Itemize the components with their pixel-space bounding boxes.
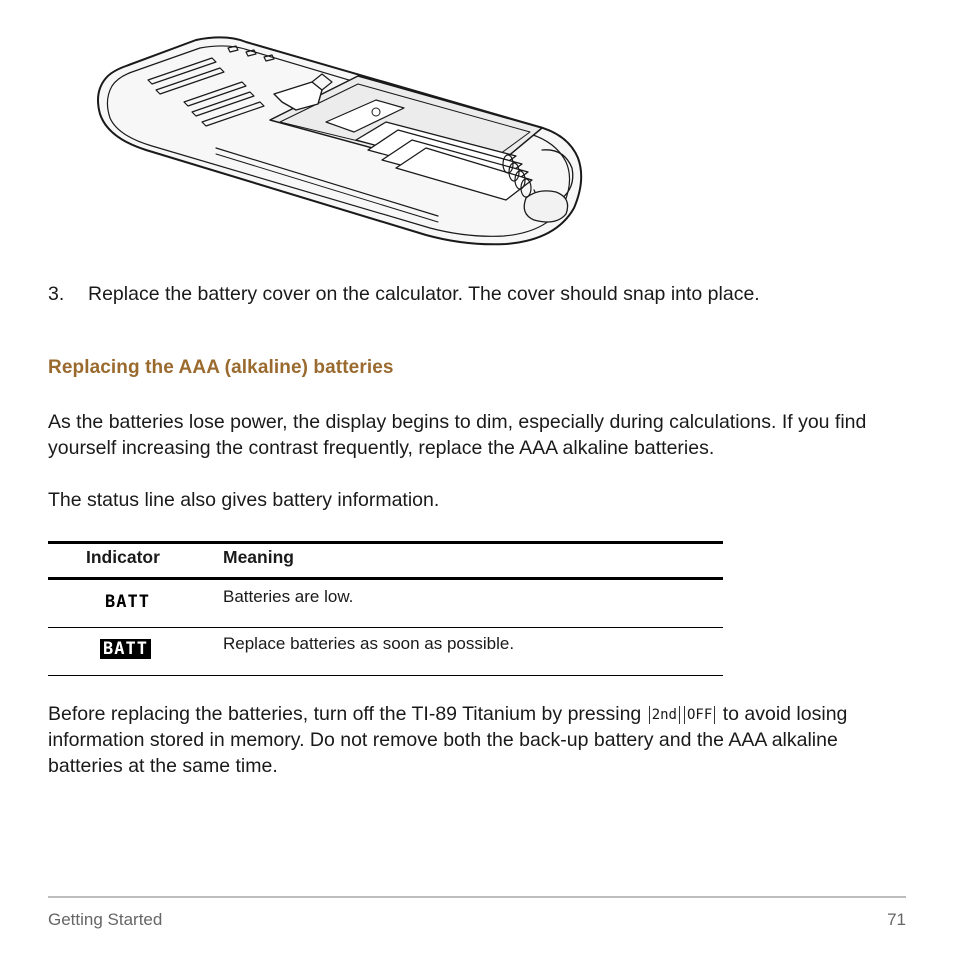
page-number: 71 bbox=[887, 910, 906, 929]
step-3 bbox=[48, 283, 760, 306]
batt-low-indicator: BATT bbox=[105, 592, 150, 612]
table-top-rule bbox=[48, 541, 723, 544]
calculator-battery-illustration bbox=[86, 30, 590, 248]
paragraph-turn-off bbox=[48, 701, 918, 779]
footer-section-title: Getting Started bbox=[48, 910, 163, 929]
turn-off-text-before: Before replacing the batteries, turn off the TI-89 Titanium by pressing bbox=[48, 703, 642, 725]
paragraph-dim-display: As the batteries lose power, the display begins to dim, especially during calculations. If you find yourself increasing the contrast frequently, replace the AAA alkaline batteries. bbox=[48, 411, 867, 459]
section-heading: Replacing the AAA (alkaline) batteries bbox=[48, 357, 394, 378]
table-row-rule bbox=[48, 627, 723, 628]
battery-indicator-table bbox=[48, 541, 723, 677]
paragraph-status-line: The status line also gives battery information. bbox=[48, 489, 440, 511]
batt-replace-indicator: BATT bbox=[100, 639, 151, 659]
header-indicator: Indicator bbox=[86, 547, 160, 567]
key-off: OFF bbox=[684, 706, 715, 724]
turn-off-text-after: to avoid losing information stored in memory. Do not remove both the back-up battery and the AAA alkaline batteries at the same time. bbox=[48, 703, 848, 777]
key-2nd: 2nd bbox=[649, 706, 680, 724]
meaning-replace: Replace batteries as soon as possible. bbox=[223, 634, 515, 653]
table-bottom-rule bbox=[48, 675, 723, 676]
step-number: 3. bbox=[48, 283, 65, 305]
table-header-rule bbox=[48, 577, 723, 580]
footer-rule bbox=[48, 896, 906, 898]
header-meaning: Meaning bbox=[223, 547, 294, 567]
meaning-low: Batteries are low. bbox=[223, 587, 354, 606]
step-text: Replace the battery cover on the calculator. The cover should snap into place. bbox=[88, 283, 760, 305]
